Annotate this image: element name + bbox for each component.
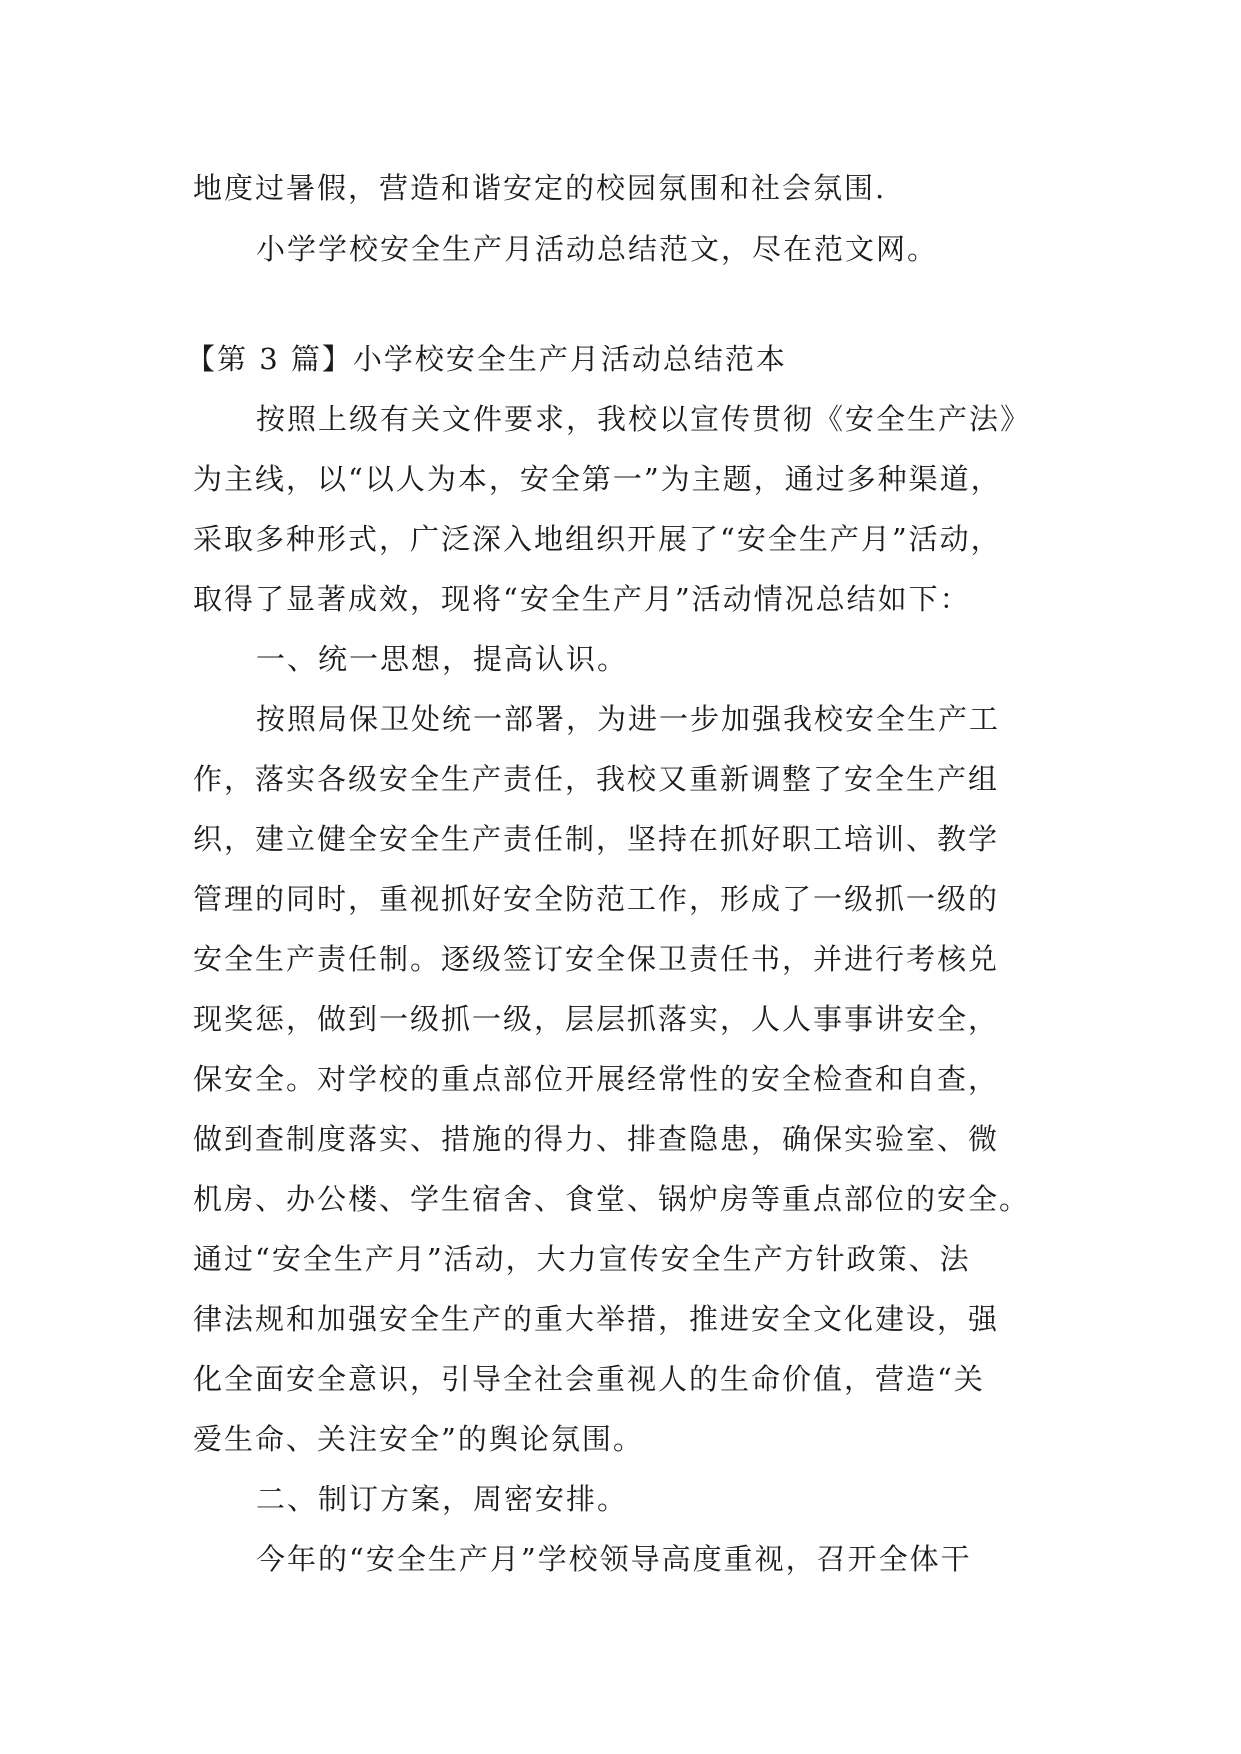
paragraph-line: 爱生命、关注安全”的舆论氛围。 xyxy=(193,1422,644,1456)
paragraph-line: 按照局保卫处统一部署，为进一步加强我校安全生产工 xyxy=(256,702,1001,736)
paragraph-line: 今年的“安全生产月”学校领导高度重视，召开全体干 xyxy=(256,1542,972,1576)
paragraph-line: 管理的同时，重视抓好安全防范工作，形成了一级抓一级的 xyxy=(193,882,1000,916)
subheading: 一、统一思想，提高认识。 xyxy=(256,642,629,676)
paragraph-line: 取得了显著成效，现将“安全生产月”活动情况总结如下： xyxy=(193,582,971,616)
paragraph-line: 作，落实各级安全生产责任，我校又重新调整了安全生产组 xyxy=(193,762,1000,796)
paragraph-line: 做到查制度落实、措施的得力、排查隐患，确保实验室、微 xyxy=(193,1122,1000,1156)
paragraph-line: 现奖惩，做到一级抓一级，层层抓落实，人人事事讲安全， xyxy=(193,1002,1000,1036)
subheading: 二、制订方案，周密安排。 xyxy=(256,1482,629,1516)
paragraph-line: 为主线，以“以人为本，安全第一”为主题，通过多种渠道， xyxy=(193,462,1002,496)
paragraph-line: 小学学校安全生产月活动总结范文，尽在范文网。 xyxy=(256,232,939,266)
section-heading: 【第 3 篇】小学校安全生产月活动总结范本 xyxy=(186,342,787,376)
paragraph-line: 化全面安全意识，引导全社会重视人的生命价值，营造“关 xyxy=(193,1362,985,1396)
paragraph-line: 通过“安全生产月”活动，大力宣传安全生产方针政策、法 xyxy=(193,1242,971,1276)
paragraph-line: 律法规和加强安全生产的重大举措，推进安全文化建设，强 xyxy=(193,1302,1000,1336)
paragraph-line: 采取多种形式，广泛深入地组织开展了“安全生产月”活动， xyxy=(193,522,1002,556)
paragraph-line: 按照上级有关文件要求，我校以宣传贯彻《安全生产法》 xyxy=(256,402,1032,436)
paragraph-line: 安全生产责任制。逐级签订安全保卫责任书，并进行考核兑 xyxy=(193,942,1000,976)
paragraph-line: 地度过暑假，营造和谐安定的校园氛围和社会氛围. xyxy=(193,171,887,205)
paragraph-line: 机房、办公楼、学生宿舍、食堂、锅炉房等重点部位的安全。 xyxy=(193,1182,1031,1216)
paragraph-line: 保安全。对学校的重点部位开展经常性的安全检查和自查， xyxy=(193,1062,1000,1096)
paragraph-line: 织，建立健全安全生产责任制，坚持在抓好职工培训、教学 xyxy=(193,822,1000,856)
